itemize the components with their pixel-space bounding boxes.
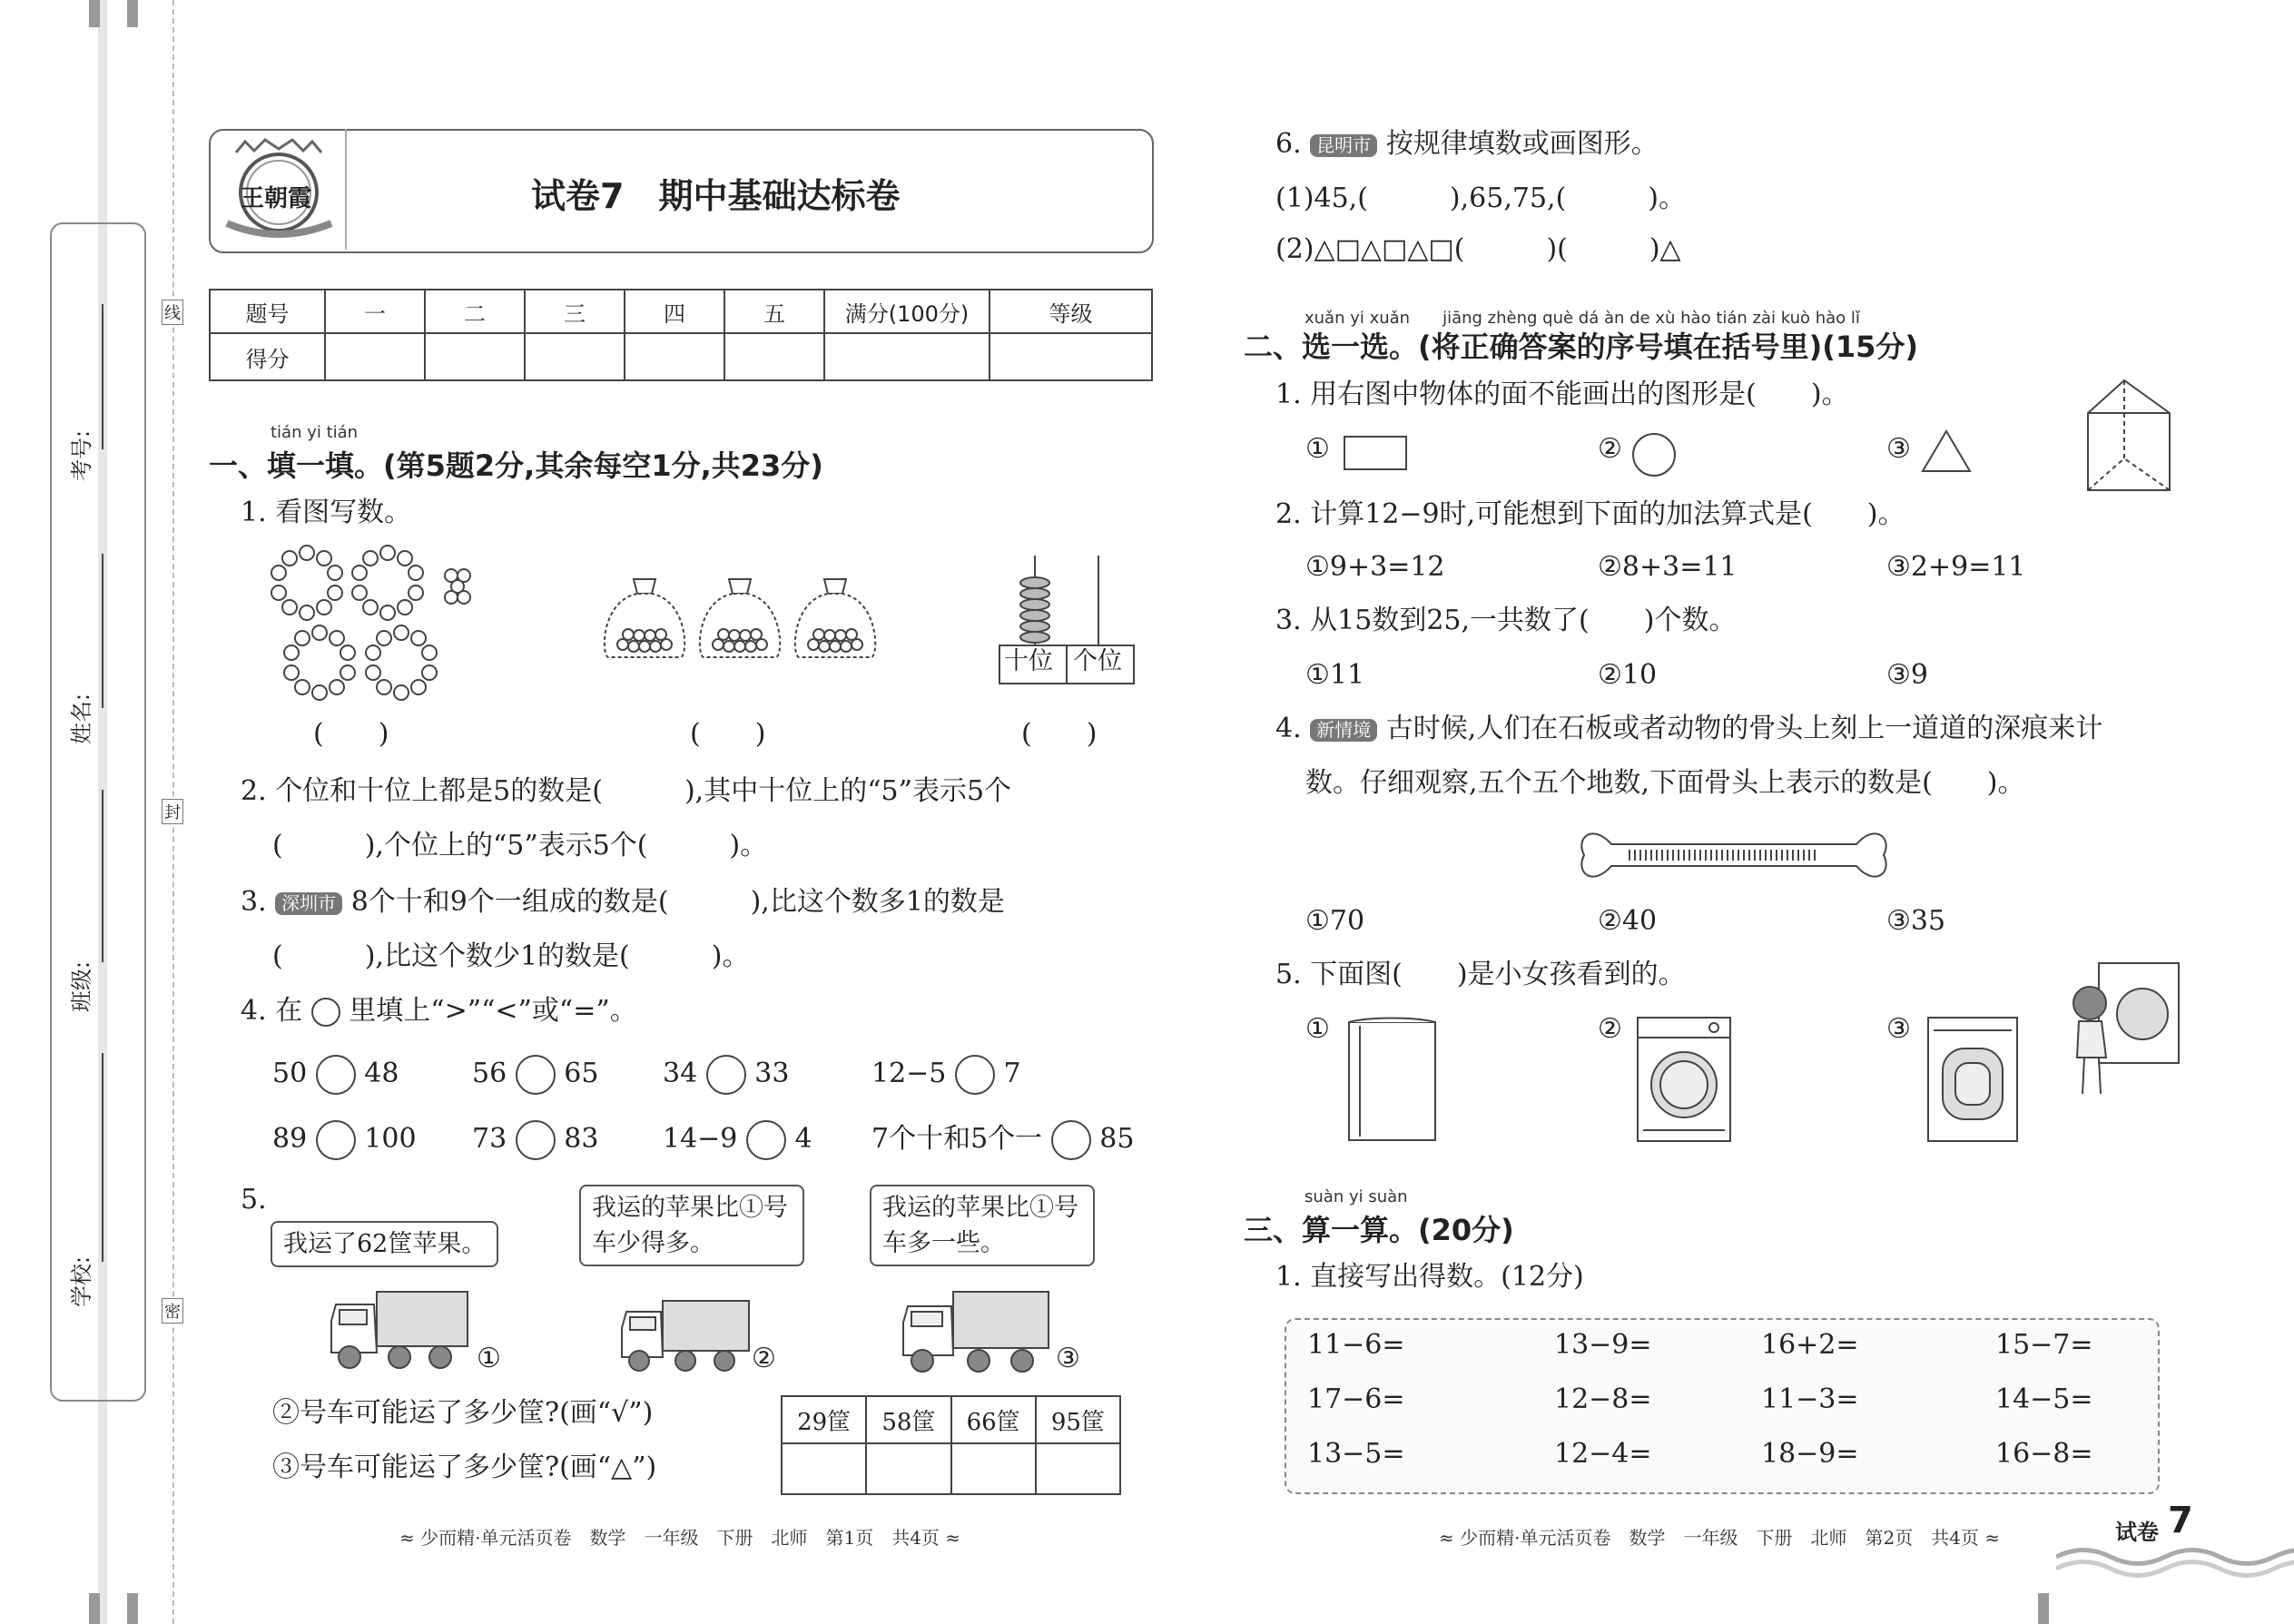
arith-cell[interactable]: 13−9= [1554, 1329, 1652, 1361]
compare-circle[interactable] [516, 1120, 556, 1160]
footer-left: ≈ 少而精·单元活页卷 数学 一年级 下册 北师 第1页 共4页 ≈ [399, 1527, 961, 1549]
speech-bubble: 我运的苹果比①号车多一些。 [870, 1185, 1095, 1266]
s3-q1-text: 1. 直接写出得数。(12分) [1275, 1261, 1584, 1293]
choice-cell: 95筐 [1036, 1396, 1120, 1443]
score-row-label: 得分 [210, 333, 325, 380]
circle-shape [1632, 433, 1676, 477]
girl-and-washer [2070, 958, 2183, 1103]
s2-q4-option[interactable]: ②40 [1598, 905, 1658, 937]
arith-cell[interactable]: 14−5= [1995, 1383, 2093, 1415]
score-cell[interactable] [625, 333, 724, 380]
arith-cell[interactable]: 17−6= [1307, 1383, 1405, 1415]
section2-title: 二、选一选。(将正确答案的序号填在括号里)(15分) [1244, 330, 1919, 364]
arith-cell[interactable]: 11−3= [1761, 1383, 1859, 1415]
q1-abacus [999, 556, 1135, 646]
q1-answer-blank[interactable]: ( ) [1021, 718, 1098, 750]
s2-q4-line1: 4. 新情境 古时候,人们在石板或者动物的骨头上刻上一道道的深痕来计 [1275, 713, 2103, 744]
mark-cell[interactable] [866, 1443, 950, 1494]
s2-q1-option: ② [1598, 433, 1622, 465]
compare-circle[interactable] [316, 1055, 356, 1095]
side-mark-secret: 密 [162, 1298, 183, 1324]
compare-circle[interactable] [1051, 1120, 1091, 1160]
score-cell[interactable] [425, 333, 525, 380]
q4-compare: 12−5 7 [871, 1055, 1021, 1095]
page-title: 试卷7 期中基础达标卷 [531, 176, 901, 216]
q4-compare: 56 65 [472, 1055, 598, 1095]
q5-choice-table [781, 1395, 1121, 1495]
q4-prefix: 4. 在 [241, 995, 303, 1027]
q3-line1: 3. 深圳市 8个十和9个一组成的数是( ),比这个数多1的数是 [241, 886, 1005, 918]
s2-q5-text: 5. 下面图( )是小女孩看到的。 [1275, 959, 1686, 990]
arith-cell[interactable]: 16−8= [1995, 1438, 2093, 1470]
s2-q3-option[interactable]: ③9 [1886, 659, 1928, 691]
arith-cell[interactable]: 16+2= [1761, 1329, 1859, 1361]
line-school[interactable] [102, 1053, 103, 1262]
q4-compare: 34 33 [663, 1055, 789, 1095]
side-mark-line: 线 [162, 300, 183, 325]
s2-q5-option[interactable]: ① [1305, 1013, 1330, 1045]
score-header-cell: 三 [525, 290, 625, 333]
s2-q3-text: 3. 从15数到25,一共数了( )个数。 [1275, 605, 1737, 636]
s2-q5-option[interactable]: ③ [1886, 1013, 1911, 1045]
score-cell[interactable] [824, 333, 989, 380]
abacus-label-divider [1066, 645, 1068, 683]
truck-icon [899, 1284, 1053, 1377]
q4-instruction [241, 996, 637, 1028]
score-cell[interactable] [724, 333, 824, 380]
top-tick [127, 0, 138, 27]
choice-cell: 66筐 [951, 1396, 1036, 1443]
line-class[interactable] [102, 790, 103, 962]
q2-line2: ( ),个位上的“5”表示5个( )。 [272, 830, 768, 861]
arith-cell[interactable]: 18−9= [1761, 1438, 1859, 1470]
compare-circle[interactable] [746, 1120, 786, 1160]
arith-cell[interactable]: 15−7= [1995, 1329, 2093, 1361]
compare-circle[interactable] [316, 1120, 356, 1160]
compare-circle[interactable] [706, 1055, 746, 1095]
s2-q1-option: ① [1305, 433, 1330, 465]
truck-label: ① [477, 1343, 501, 1374]
score-header-cell: 一 [325, 290, 425, 333]
mark-cell[interactable] [782, 1443, 866, 1494]
q1-answer-blank[interactable]: ( ) [313, 718, 389, 750]
q4-compare: 89 100 [272, 1120, 417, 1160]
score-header-cell: 等级 [989, 290, 1152, 333]
s2-q1-text: 1. 用右图中物体的面不能画出的图形是( )。 [1275, 379, 1849, 410]
q4-suffix: 里填上“>”“<”或“=”。 [349, 995, 637, 1027]
score-cell[interactable] [525, 333, 625, 380]
q3-line2: ( ),比这个数少1的数是( )。 [272, 940, 750, 972]
q1-answer-blank[interactable]: ( ) [690, 718, 766, 750]
s2-q2-option[interactable]: ③2+9=11 [1886, 551, 2026, 583]
section3-pinyin: suàn yi suàn [1305, 1187, 1408, 1206]
truck-label: ② [752, 1343, 776, 1374]
mark-cell[interactable] [951, 1443, 1036, 1494]
q5-number: 5. [241, 1184, 267, 1216]
truck-label: ③ [1056, 1343, 1080, 1374]
arith-cell[interactable]: 13−5= [1307, 1438, 1405, 1470]
s2-q4-option[interactable]: ③35 [1886, 905, 1946, 937]
score-table [209, 289, 1153, 381]
student-info-box [50, 222, 146, 1402]
arith-cell[interactable]: 11−6= [1307, 1329, 1405, 1361]
region-tag: 深圳市 [275, 892, 342, 915]
q6-line: 6. 昆明市 按规律填数或画图形。 [1275, 128, 1659, 160]
washer-top-view [1923, 1012, 2023, 1147]
choice-cell: 29筐 [782, 1396, 866, 1443]
s2-q1-option: ③ [1886, 433, 1911, 465]
q1-bead-rings [263, 543, 490, 708]
s2-q2-option[interactable]: ①9+3=12 [1305, 551, 1445, 583]
q1-money-bags [599, 574, 890, 664]
washer-front-view [1632, 1012, 1737, 1147]
label-class: 班级: [69, 960, 94, 1012]
arith-cell[interactable]: 12−8= [1554, 1383, 1652, 1415]
triangle-shape [1920, 428, 1973, 474]
score-cell[interactable] [325, 333, 425, 380]
bottom-tick [2038, 1593, 2049, 1624]
score-header-cell: 满分(100分) [824, 290, 989, 333]
section1-pinyin: tián yi tián [271, 423, 359, 442]
arith-cell[interactable]: 12−4= [1554, 1438, 1652, 1470]
q6-line1: (1)45,( ),65,75,( )。 [1275, 182, 1686, 214]
abacus-label-tens: 十位 [1004, 647, 1053, 675]
mark-cell[interactable] [1036, 1443, 1120, 1494]
s2-q4-line2: 数。仔细观察,五个五个地数,下面骨头上表示的数是( )。 [1305, 767, 2025, 799]
speech-bubble: 我运了62筐苹果。 [271, 1221, 498, 1267]
abacus-label-ones: 个位 [1073, 647, 1122, 675]
s2-q5-option[interactable]: ② [1598, 1013, 1622, 1045]
choice-cell: 58筐 [866, 1396, 950, 1443]
truck-icon [617, 1294, 753, 1377]
score-header-cell: 五 [724, 290, 824, 333]
s2-q3-option[interactable]: ②10 [1598, 659, 1658, 691]
badge-label: 试卷 [2115, 1514, 2159, 1546]
side-mark-seal: 封 [162, 799, 183, 824]
score-header-cell: 二 [425, 290, 525, 333]
label-school: 学校: [69, 1255, 94, 1307]
label-name: 姓名: [69, 693, 94, 744]
rectangle-shape [1344, 436, 1407, 470]
washer-side-view [1342, 1015, 1446, 1147]
q2-line1: 2. 个位和十位上都是5的数是( ),其中十位上的“5”表示5个 [241, 775, 1012, 807]
q4-compare: 73 83 [472, 1120, 598, 1160]
q6-line2: (2)△□△□△□( )( )△ [1275, 233, 1681, 265]
q4-compare: 50 48 [272, 1055, 399, 1095]
compare-circle[interactable] [516, 1055, 556, 1095]
line-name[interactable] [102, 554, 103, 708]
bone-icon [1575, 819, 1893, 891]
q3-text: 8个十和9个一组成的数是( ),比这个数多1的数是 [350, 886, 1005, 918]
q4-compare: 14−9 4 [663, 1120, 812, 1160]
context-tag: 新情境 [1310, 719, 1377, 742]
section2-pinyin: xuǎn yi xuǎn jiāng zhèng què dá àn de xù hào tián zài kuò hào lǐ [1305, 309, 1860, 328]
footer-right: ≈ 少而精·单元活页卷 数学 一年级 下册 北师 第2页 共4页 ≈ [1439, 1527, 2001, 1549]
s2-q4-option[interactable]: ①70 [1305, 905, 1365, 937]
score-header-cell: 四 [625, 290, 724, 333]
bottom-tick [127, 1593, 138, 1624]
title-divider [345, 129, 347, 250]
s2-q2-option[interactable]: ②8+3=11 [1598, 551, 1738, 583]
s2-q3-option[interactable]: ①11 [1305, 659, 1365, 691]
top-tick [89, 0, 100, 27]
region-tag: 昆明市 [1310, 134, 1377, 157]
compare-circle[interactable] [955, 1055, 995, 1095]
speech-bubble: 我运的苹果比①号车少得多。 [579, 1185, 804, 1266]
badge-number: 7 [2168, 1500, 2193, 1541]
score-header-cell: 题号 [210, 290, 325, 333]
prism-figure [2079, 377, 2179, 495]
s2-q2-text: 2. 计算12−9时,可能想到下面的加法算式是( )。 [1275, 498, 1905, 530]
bottom-tick [89, 1593, 100, 1624]
q5-ask2: ③号车可能运了多少筐?(画“△”) [272, 1452, 657, 1483]
logo-text: 王朝霞 [241, 185, 312, 212]
truck-icon [327, 1284, 472, 1375]
section1-title: 一、填一填。(第5题2分,其余每空1分,共23分) [209, 448, 823, 483]
circle-icon [311, 998, 340, 1027]
q4-compare: 7个十和5个一 85 [871, 1120, 1134, 1160]
q1-text: 1. 看图写数。 [241, 497, 412, 528]
label-exam-number: 考号: [69, 429, 94, 481]
section3-title: 三、算一算。(20分) [1244, 1213, 1514, 1247]
q5-ask1: ②号车可能运了多少筐?(画“√”) [272, 1397, 654, 1429]
line-exam-number[interactable] [102, 304, 103, 449]
score-cell[interactable] [989, 333, 1152, 380]
